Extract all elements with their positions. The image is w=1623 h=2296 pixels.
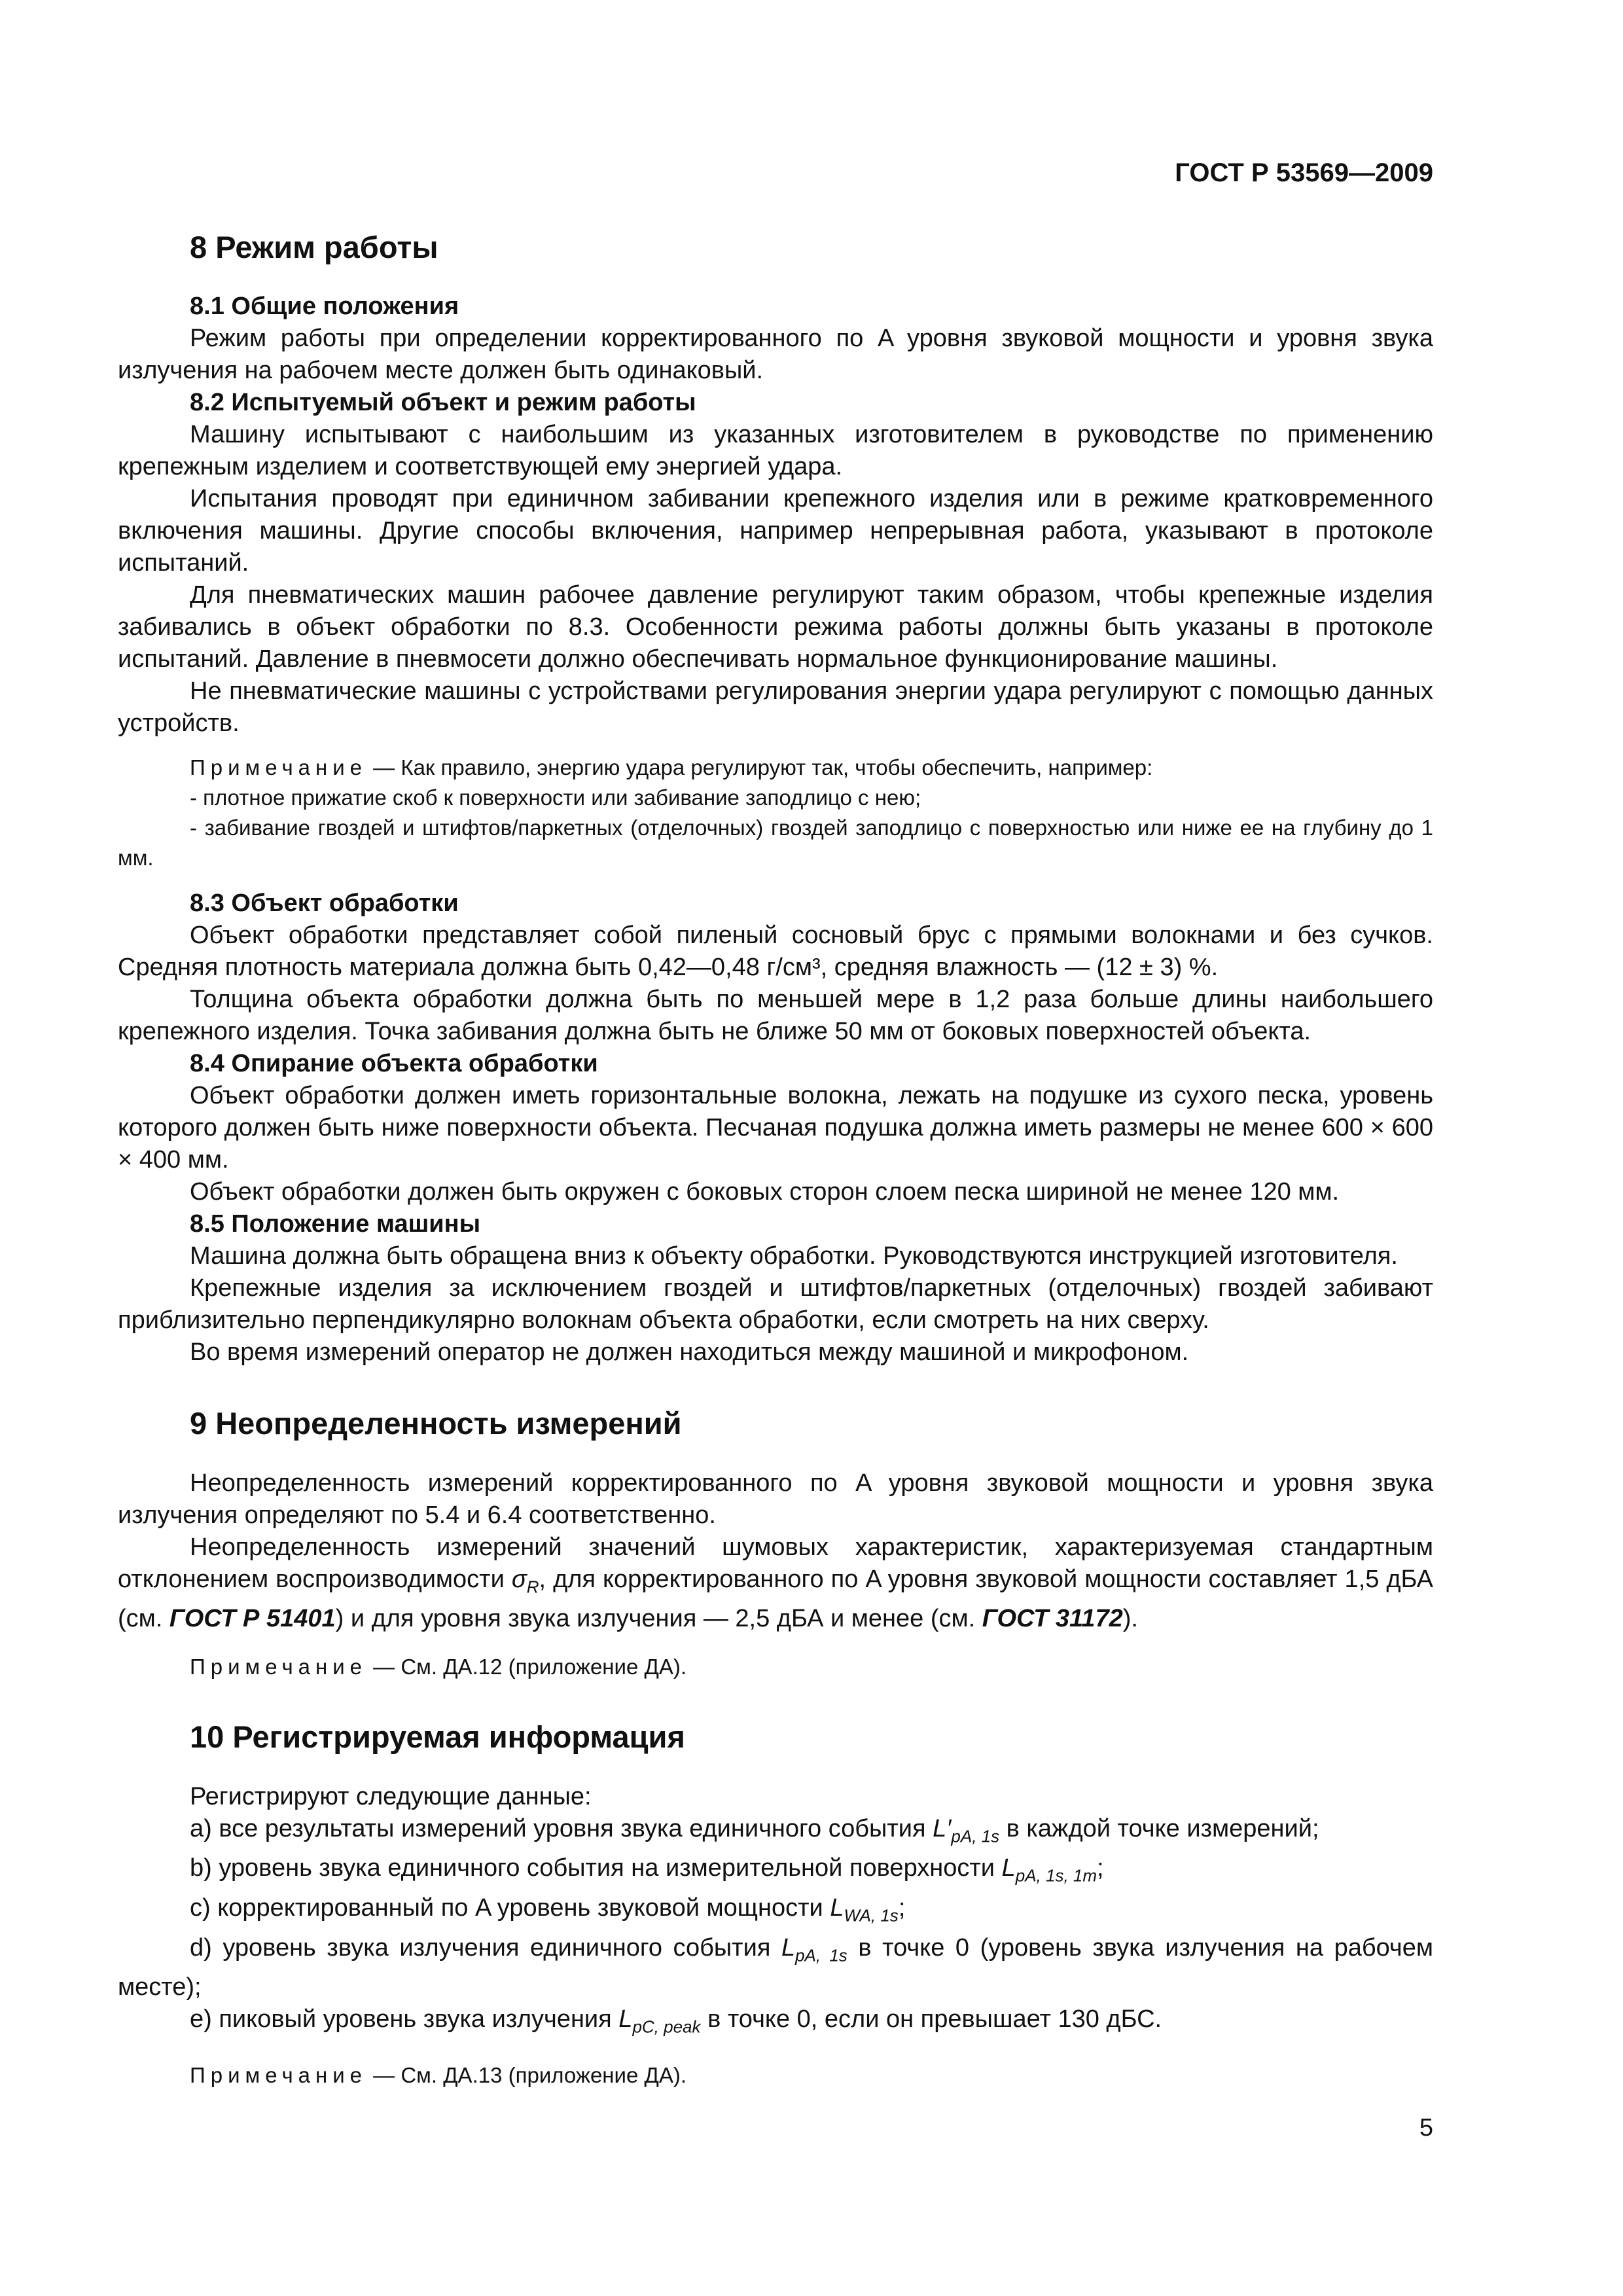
text-run: ;: [1097, 1854, 1104, 1882]
section-8-5-paragraph-1: Машина должна быть обращена вниз к объекту обработки. Руководствуются инструкцией изготовителя.: [190, 1242, 1398, 1270]
text-run: в точке 0, если он превышает 130 дБС.: [700, 2005, 1162, 2034]
section-9-note: [118, 1652, 1433, 1682]
section-9-title: 9 Неопределенность измерений: [190, 1406, 682, 1441]
standard-reference: ГОСТ 31172: [982, 1605, 1123, 1633]
section-8-title: 8 Режим работы: [190, 230, 438, 264]
text-run: ;: [898, 1893, 906, 1922]
sigma-symbol: σ: [511, 1565, 527, 1593]
text-run: d) уровень звука излучения единичного события: [190, 1933, 781, 1962]
level-symbol: L′: [933, 1814, 952, 1842]
note-text: — См. ДА.12 (приложение ДА).: [367, 1655, 687, 1679]
section-10-intro: Регистрируют следующие данные:: [190, 1782, 592, 1810]
section-8-2-paragraph-4: Не пневматические машины с устройствами регулирования энергии удара регулируют с помощью данных устройств.: [118, 677, 1433, 738]
section-8-3-title: 8.3 Объект обработки: [190, 889, 459, 918]
page-number: 5: [1419, 2114, 1433, 2142]
page-content: [118, 229, 1433, 2110]
list-item-c: [118, 1892, 1433, 1932]
section-9-paragraph-2: [118, 1532, 1433, 1636]
level-symbol: L: [830, 1893, 844, 1922]
section-8-3-paragraph-2: Толщина объекта обработки должна быть по меньшей мере в 1,2 раза больше длины наибольшего крепежного изделия. Точка забивания должна быть не ближе 50 мм от боковых поверхностей объекта.: [118, 986, 1433, 1046]
section-8-3-paragraph-1: Объект обработки представляет собой пиленый сосновый брус с прямыми волокнами и без сучков. Средняя плотность материала должна быть 0,42—0,48 г/см³, средняя влажность — (12 ± 3) %.: [118, 922, 1433, 982]
text-run: , для корректированного по A уровня звуковой мощности составляет 1,5 дБА (см.: [118, 1565, 1433, 1633]
text-run: ).: [1122, 1605, 1138, 1633]
level-subscript: pA, 1s, 1m: [1015, 1865, 1097, 1886]
text-run: ) и для уровня звука излучения — 2,5 дБА и менее (см.: [335, 1605, 982, 1633]
document-header: ГОСТ Р 53569—2009: [1175, 158, 1433, 187]
level-symbol: L: [618, 2005, 633, 2034]
text-run: b) уровень звука единичного события на измерительной поверхности: [190, 1854, 1002, 1882]
section-8-4-paragraph-1: Объект обработки должен иметь горизонтальные волокна, лежать на подушке из сухого песка, уровень которого должен быть ниже поверхности объекта. Песчаная подушка должна иметь размеры не менее 600 × 600 × 400 мм.: [118, 1082, 1433, 1174]
section-8-1-title: 8.1 Общие положения: [190, 293, 459, 321]
level-subscript: pC, peak: [632, 2017, 701, 2037]
list-item-b: [118, 1852, 1433, 1892]
section-8-2-note-item-1: - плотное прижатие скоб к поверхности или забивание заподлицо с нею;: [190, 785, 921, 810]
note-label: Примечание: [190, 755, 368, 780]
text-run: a) все результаты измерений уровня звука единичного события: [190, 1814, 933, 1842]
section-8-5-title: 8.5 Положение машины: [190, 1210, 481, 1238]
level-symbol: L: [1001, 1854, 1016, 1882]
text-run: в каждой точке измерений;: [999, 1814, 1319, 1842]
section-8-2-title: 8.2 Испытуемый объект и режим работы: [190, 389, 696, 417]
section-9-paragraph-1: Неопределенность измерений корректированного по A уровня звуковой мощности и уровня звука излучения определяют по 5.4 и 6.4 соответственно.: [118, 1469, 1433, 1529]
section-8-2-paragraph-1: Машину испытывают с наибольшим из указанных изготовителем в руководстве по применению крепежным изделием и соответствующей ему энергией удара.: [118, 421, 1433, 481]
section-8-4-paragraph-2: Объект обработки должен быть окружен с боковых сторон слоем песка шириной не менее 120 мм.: [190, 1178, 1340, 1206]
list-item-e: [118, 2003, 1433, 2043]
section-10-note: [118, 2060, 1433, 2090]
level-subscript: pA, 1s: [951, 1826, 1000, 1846]
note-label: Примечание: [190, 2062, 368, 2087]
note-label: Примечание: [190, 1655, 368, 1679]
text-run: в точке 0 (уровень звука излучения на рабочем месте);: [118, 1933, 1433, 2001]
section-8-1-paragraph: Режим работы при определении корректированного по A уровня звуковой мощности и уровня звука излучения на рабочем месте должен быть одинаковый.: [118, 325, 1433, 385]
section-10-title: 10 Регистрируемая информация: [190, 1719, 685, 1755]
list-item-d: [118, 1932, 1433, 2004]
section-8-2-paragraph-2: Испытания проводят при единичном забивании крепежного изделия или в режиме кратковременного включения машины. Другие способы включения, например непрерывная работа, указывают в протоколе испытаний.: [118, 485, 1433, 577]
section-8-5-paragraph-3: Во время измерений оператор не должен находиться между машиной и микрофоном.: [190, 1338, 1189, 1367]
section-8-2-note: [118, 753, 1433, 783]
note-text: — Как правило, энергию удара регулируют так, чтобы обеспечить, например:: [367, 755, 1153, 780]
section-8-4-title: 8.4 Опирание объекта обработки: [190, 1050, 598, 1078]
level-symbol: L: [781, 1933, 796, 1962]
list-item-a: [118, 1813, 1433, 1853]
section-8-2-note-item-2: - забивание гвоздей и штифтов/паркетных (отделочных) гвоздей заподлицо с поверхностью или ниже ее на глубину до 1 мм.: [118, 816, 1433, 870]
text-run: c) корректированный по A уровень звуковой мощности: [190, 1893, 830, 1922]
level-subscript: WA, 1s: [844, 1905, 899, 1926]
standard-reference: ГОСТ Р 51401: [169, 1605, 336, 1633]
level-subscript: pA, 1s: [795, 1945, 847, 1965]
section-8-2-paragraph-3: Для пневматических машин рабочее давление регулируют таким образом, чтобы крепежные изделия забивались в объект обработки по 8.3. Особенности режима работы должны быть указаны в протоколе испытаний. Давление в пневмосети должно обеспечивать нормальное функционирование машины.: [118, 581, 1433, 673]
note-text: — См. ДА.13 (приложение ДА).: [367, 2062, 687, 2087]
text-run: Неопределенность измерений значений шумовых характеристик, характеризуемая стандартным отклонением воспроизводимости: [118, 1533, 1433, 1593]
sigma-subscript: R: [526, 1577, 539, 1597]
text-run: e) пиковый уровень звука излучения: [190, 2005, 619, 2034]
section-8-5-paragraph-2: Крепежные изделия за исключением гвоздей и штифтов/паркетных (отделочных) гвоздей забивают приблизительно перпендикулярно волокнам объекта обработки, если смотреть на них сверху.: [118, 1274, 1433, 1335]
